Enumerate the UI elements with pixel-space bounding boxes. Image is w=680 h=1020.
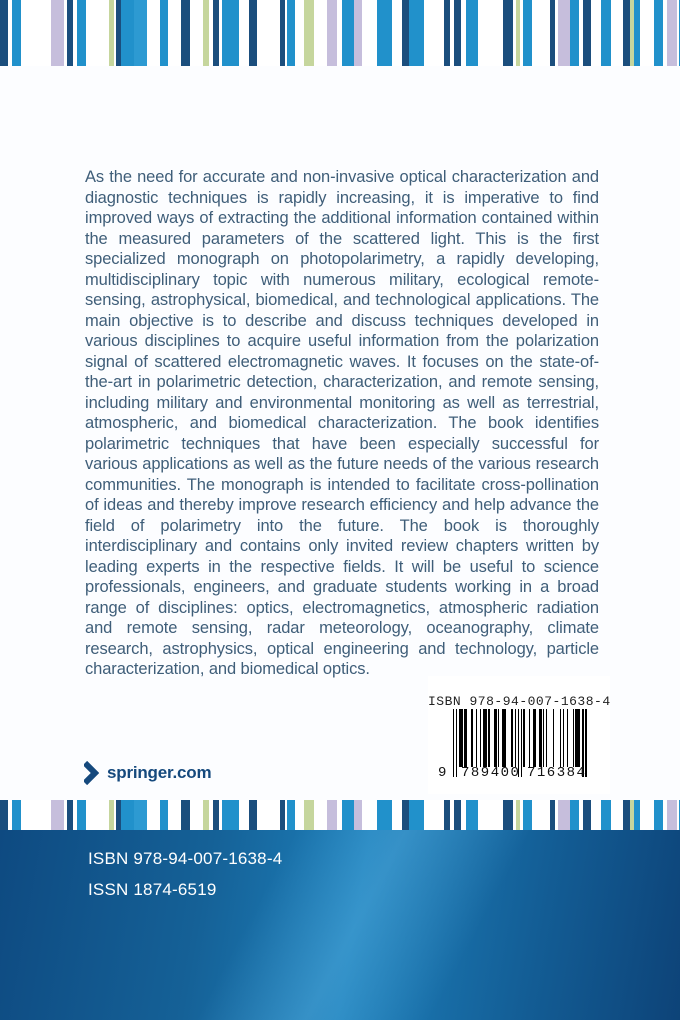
stripe: [168, 0, 181, 66]
stripe: [503, 0, 513, 66]
stripe: [558, 800, 570, 830]
stripe: [354, 800, 362, 830]
stripe: [611, 0, 623, 66]
stripe: [377, 800, 392, 830]
stripe: [51, 800, 64, 830]
stripe: [304, 800, 314, 830]
stripe: [611, 800, 623, 830]
stripe: [239, 800, 249, 830]
stripe: [466, 0, 478, 66]
stripe: [523, 0, 532, 66]
issn-text: ISSN 1874-6519: [88, 880, 217, 899]
stripe: [222, 0, 239, 66]
springer-link: [84, 760, 211, 786]
stripe: [287, 0, 295, 66]
stripe: [583, 800, 591, 830]
stripe: [327, 0, 337, 66]
stripe: [402, 0, 409, 66]
bottom-blue-panel: [0, 830, 680, 1020]
stripe: [21, 800, 51, 830]
stripe: [478, 0, 503, 66]
stripe: [640, 0, 654, 66]
stripe: [466, 800, 478, 830]
book-description: As the need for accurate and non-invasive optical characterization and diagnostic techniques is rapidly increasing, it is imperative to find improved ways of extracting the additional information contained within the measured parameters of the scattered light. This is the first specialized monograph on photopolarimetry, a rapidly developing, multidisciplinary topic with numerous military, ecological remote-sensing, astrophysical, biomedical, and technological applications. The main objective is to describe and discuss techniques developed in various disciplines to acquire useful information from the polarization signal of scattered electromagnetic waves. It focuses on the state-of-the-art in polarimetric detection, characterization, and remote sensing, including military and environmental monitoring as well as terrestrial, atmospheric, and biomedical characterization. The book identifies polarimetric techniques that have been especially successful for various applications as well as the future needs of the various research communities. The monograph is intended to facilitate cross-pollination of ideas and thereby improve research efficiency and help advance the field of polarimetry into the future. The book is thoroughly interdisciplinary and contains only invited review chapters written by leading experts in the respective fields. It will be useful to science professionals, engineers, and graduate students working in a broad range of disciplines: optics, electromagnetics, atmospheric radiation and remote sensing, radar meteorology, oceanography, climate research, astrophysics, optical engineering and technology, particle characterization, and biomedical optics.: [85, 168, 599, 678]
stripe: [591, 0, 601, 66]
stripe: [295, 0, 304, 66]
stripe: [295, 800, 304, 830]
stripe: [147, 0, 160, 66]
stripe: [51, 0, 64, 66]
stripe: [478, 800, 503, 830]
isbn-barcode: [428, 676, 610, 794]
stripe: [424, 0, 444, 66]
stripe: [77, 0, 86, 66]
stripe: [623, 0, 630, 66]
stripe: [392, 800, 402, 830]
stripe: [314, 0, 327, 66]
stripe: [147, 800, 160, 830]
springer-site-label: springer.com: [107, 763, 212, 782]
stripe: [392, 0, 402, 66]
stripe: [667, 800, 677, 830]
stripe: [424, 800, 444, 830]
stripe: [503, 800, 513, 830]
stripe: [362, 0, 377, 66]
stripe: [181, 800, 190, 830]
ean-digits-left: 789400: [461, 765, 521, 781]
stripe: [523, 800, 532, 830]
stripe: [121, 800, 134, 830]
stripe: [377, 0, 392, 66]
stripe: [0, 0, 8, 66]
decorative-stripes-top: [0, 0, 680, 66]
stripe: [623, 800, 630, 830]
stripe: [583, 0, 591, 66]
chevron-right-icon: [84, 761, 99, 785]
stripe: [86, 800, 109, 830]
stripe: [86, 0, 109, 66]
isbn-label: ISBN 978-94-007-1638-4: [428, 694, 611, 709]
stripe: [134, 800, 147, 830]
stripe: [257, 0, 280, 66]
stripe: [0, 800, 8, 830]
stripe: [601, 800, 611, 830]
stripe: [77, 800, 86, 830]
stripe: [402, 800, 409, 830]
stripe: [12, 800, 21, 830]
ean-digit-first: 9: [438, 765, 448, 781]
stripe: [134, 0, 147, 66]
stripe: [409, 0, 424, 66]
stripe: [249, 0, 257, 66]
stripe: [304, 0, 314, 66]
stripe: [160, 0, 168, 66]
stripe: [570, 800, 579, 830]
stripe: [409, 800, 424, 830]
stripe: [287, 800, 295, 830]
stripe: [314, 800, 327, 830]
stripe: [354, 0, 362, 66]
stripe: [654, 0, 663, 66]
stripe: [667, 0, 677, 66]
stripe: [239, 0, 249, 66]
stripe: [591, 800, 601, 830]
stripe: [12, 0, 21, 66]
isbn-text: ISBN 978-94-007-1638-4: [88, 849, 283, 868]
decorative-stripes-bottom: [0, 800, 680, 830]
stripe: [249, 800, 257, 830]
stripe: [327, 800, 337, 830]
ean-digits-right: 716384: [527, 765, 587, 781]
stripe: [121, 0, 134, 66]
stripe: [570, 0, 579, 66]
stripe: [454, 0, 461, 66]
stripe: [454, 800, 461, 830]
stripe: [342, 800, 354, 830]
stripe: [222, 800, 239, 830]
stripe: [168, 800, 181, 830]
stripe: [190, 0, 203, 66]
stripe: [160, 800, 168, 830]
stripe: [181, 0, 190, 66]
stripe: [190, 800, 203, 830]
stripe: [21, 0, 51, 66]
stripe: [640, 800, 654, 830]
stripe: [654, 800, 663, 830]
stripe: [532, 800, 550, 830]
stripe: [601, 0, 611, 66]
stripe: [362, 800, 377, 830]
stripe: [257, 800, 280, 830]
stripe: [558, 0, 570, 66]
stripe: [532, 0, 550, 66]
stripe: [342, 0, 354, 66]
